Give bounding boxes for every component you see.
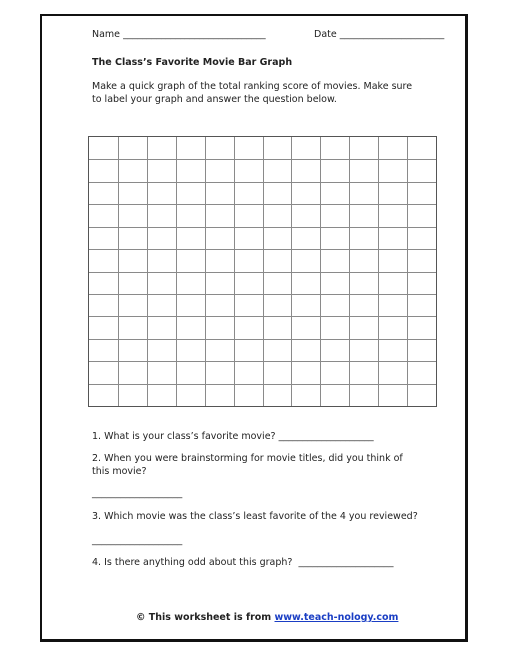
name-line: ______________________________ <box>123 29 266 40</box>
question-3-answer-line: ___________________ <box>92 535 183 546</box>
graph-grid <box>88 136 437 407</box>
name-label: Name <box>92 29 121 40</box>
date-field <box>314 28 444 41</box>
worksheet-title: The Class’s Favorite Movie Bar Graph <box>92 57 293 68</box>
question-2-answer-line: ___________________ <box>92 488 183 499</box>
question-4: 4. Is there anything odd about this graph? ____________________ <box>92 557 394 568</box>
grid-horizontal-line <box>89 294 436 295</box>
grid-horizontal-line <box>89 272 436 273</box>
grid-horizontal-line <box>89 384 436 385</box>
question-1: 1. What is your class’s favorite movie? ____________________ <box>92 431 374 442</box>
question-3: 3. Which movie was the class’s least favorite of the 4 you reviewed? <box>92 511 418 522</box>
teach-nology-link[interactable]: www.teach-nology.com <box>274 612 399 623</box>
date-label: Date <box>314 29 337 40</box>
grid-horizontal-line <box>89 361 436 362</box>
footer-prefix: © This worksheet is from <box>136 612 275 623</box>
grid-horizontal-line <box>89 249 436 250</box>
question-2: 2. When you were brainstorming for movie titles, did you think of this movie? <box>92 453 403 477</box>
instructions: Make a quick graph of the total ranking score of movies. Make sure to label your graph and answer the question below. <box>92 81 413 105</box>
grid-horizontal-line <box>89 204 436 205</box>
name-field <box>92 28 266 41</box>
date-line: ______________________ <box>339 29 445 40</box>
grid-horizontal-line <box>89 316 436 317</box>
grid-horizontal-line <box>89 159 436 160</box>
footer-credit <box>136 611 398 624</box>
grid-horizontal-line <box>89 227 436 228</box>
grid-horizontal-line <box>89 339 436 340</box>
grid-horizontal-line <box>89 182 436 183</box>
